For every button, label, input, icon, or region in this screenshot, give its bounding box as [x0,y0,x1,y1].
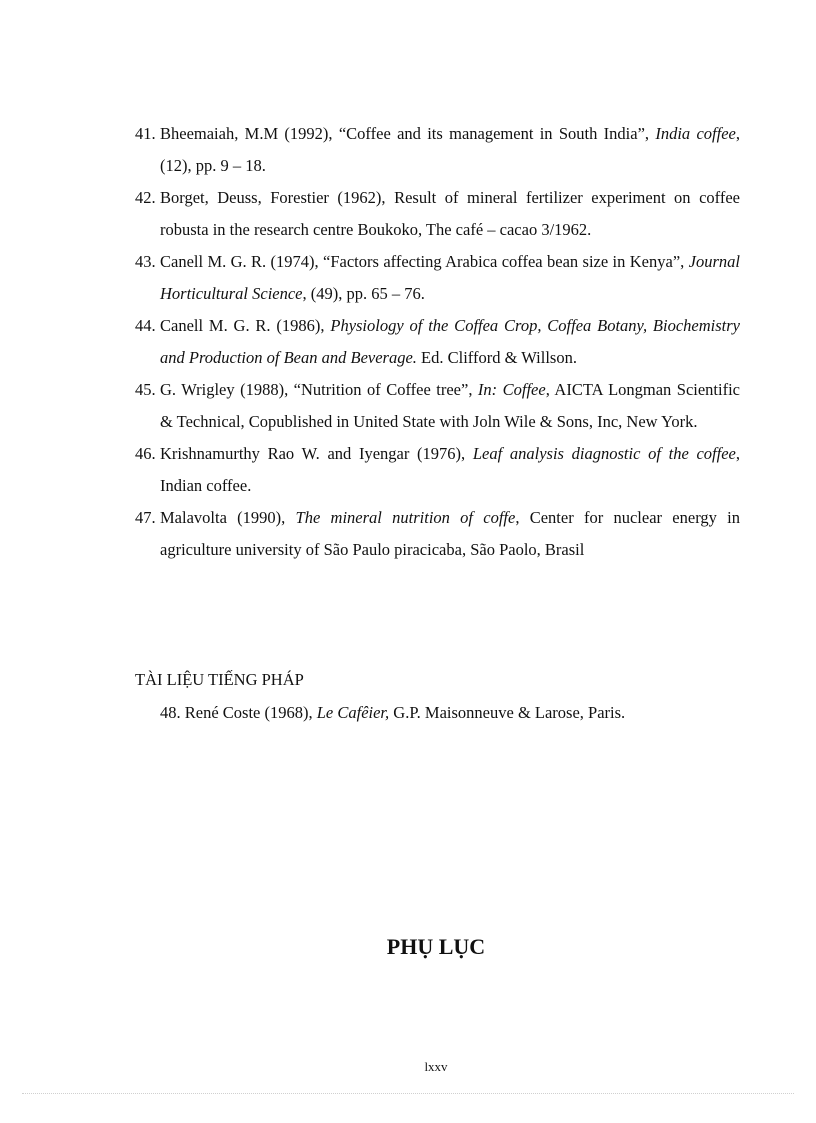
reference-item [135,374,740,438]
reference-text-segment: René Coste (1968), [184,703,317,722]
reference-number: 44. [135,316,156,335]
reference-text-segment: Krishnamurthy Rao W. and Iyengar (1976), [160,444,473,463]
reference-text-segment: Bheemaiah, M.M (1992), “Coffee and its management in South India”, [160,124,656,143]
reference-text-segment: Ed. Clifford & Willson. [416,348,577,367]
page-bottom-divider [22,1093,794,1094]
reference-title-italic: India coffee [655,124,736,143]
reference-number: 46. [135,444,156,463]
reference-text-segment: Malavolta (1990), [160,508,296,527]
reference-text-segment: Borget, Deuss, Forestier (1962), Result of mineral fertilizer experiment on coffee robusta in the research centre Boukoko, The café – cacao 3/1962. [160,188,740,239]
reference-number: 43. [135,252,156,271]
reference-number: 45. [135,380,156,399]
reference-item-48 [160,697,625,729]
reference-text-segment: , (12), pp. 9 – 18. [160,124,740,175]
reference-text [185,703,625,722]
reference-text-segment: G.P. Maisonneuve & Larose, Paris. [389,703,626,722]
reference-text [160,252,740,303]
reference-item [135,502,740,566]
reference-item [135,182,740,246]
reference-item [135,246,740,310]
reference-number: 42. [135,188,156,207]
reference-item [135,310,740,374]
reference-number: 41. [135,124,156,143]
reference-text-segment: G. Wrigley (1988), “Nutrition of Coffee tree”, [160,380,478,399]
reference-number: 48. [160,703,181,722]
reference-text [160,380,740,431]
page-number: lxxv [424,1059,448,1074]
reference-text-segment: Canell M. G. R. (1986), [160,316,331,335]
appendix-title: PHỤ LỤC [386,934,486,959]
reference-number: 47. [135,508,156,527]
reference-text-segment: , Indian coffee. [160,444,740,495]
reference-title-italic: Le Cafêier, [316,703,390,722]
reference-text-segment: , AICTA Longman Scientific & Technical, Copublished in United State with Joln Wile & Sons, Inc, New York. [160,380,741,431]
reference-text [160,124,740,175]
reference-title-italic: In: Coffee [477,380,546,399]
reference-text [160,188,740,239]
reference-item [135,438,740,502]
section-heading: TÀI LIỆU TIẾNG PHÁP [135,670,304,689]
reference-text [160,508,740,559]
reference-text [160,316,740,367]
reference-title-italic: Physiology of the Coffea Crop, Coffea Botany, Biochemistry and Production of Bean and Beverage. [160,316,740,367]
reference-text-segment: , Center for nuclear energy in agriculture university of São Paulo piracicaba, São Paolo, Brasil [160,508,740,559]
reference-text [160,444,740,495]
reference-item [135,118,740,182]
reference-title-italic: The mineral nutrition of coffe [295,508,516,527]
reference-title-italic: Leaf analysis diagnostic of the coffee [472,444,736,463]
reference-list [135,118,740,566]
reference-title-italic: Journal Horticultural Science [160,252,740,303]
reference-text-segment: Canell M. G. R. (1974), “Factors affecting Arabica coffea bean size in Kenya”, [160,252,689,271]
reference-text-segment: , (49), pp. 65 – 76. [302,284,425,303]
